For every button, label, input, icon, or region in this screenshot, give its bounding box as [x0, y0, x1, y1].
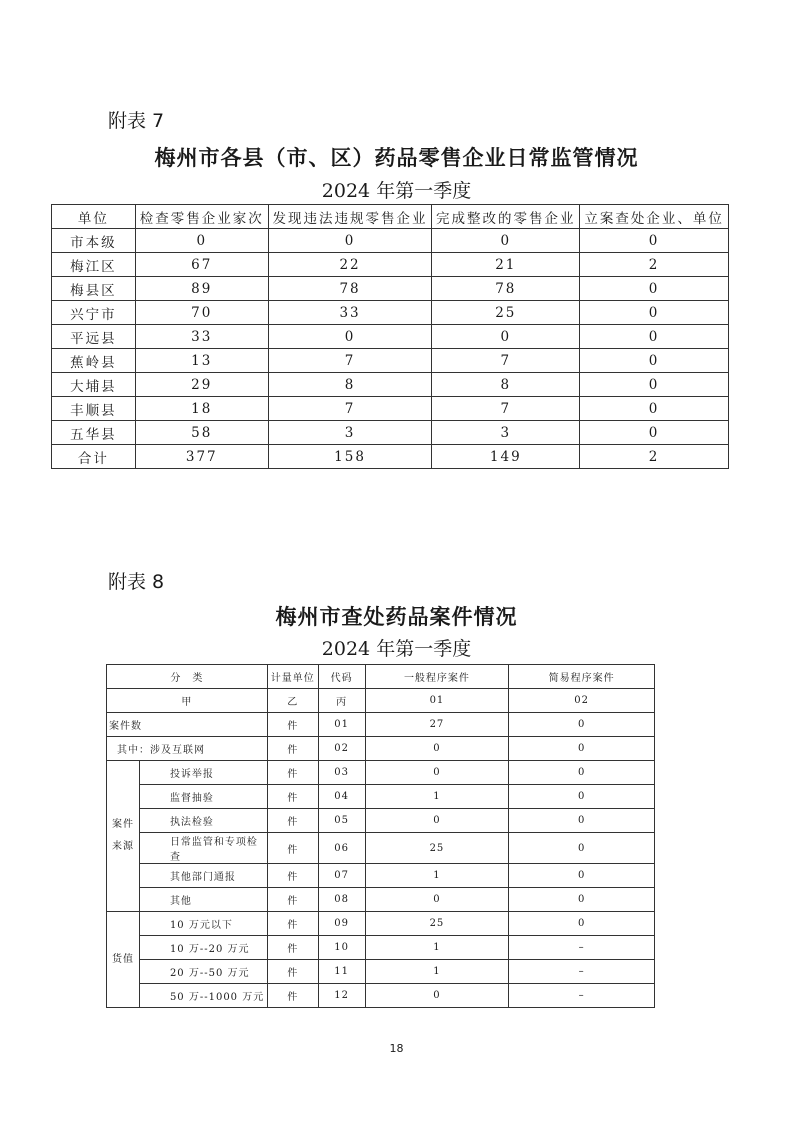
cell: 0	[580, 229, 729, 253]
cell: 0	[365, 737, 509, 761]
cell: 05	[318, 809, 365, 833]
cell: 149	[432, 445, 580, 469]
cell: 梅江区	[52, 253, 136, 277]
cell: 0	[432, 325, 580, 349]
cell: 件	[267, 737, 318, 761]
cell: 0	[365, 809, 509, 833]
table-row	[52, 277, 729, 301]
cell: 158	[268, 445, 432, 469]
cell: 乙	[267, 689, 318, 713]
table-row	[52, 421, 729, 445]
cell: 25	[365, 912, 509, 936]
cell: 件	[267, 936, 318, 960]
table-row	[52, 301, 729, 325]
cell: 7	[268, 349, 432, 373]
cell: 0	[580, 325, 729, 349]
cell: 02	[509, 689, 655, 713]
cell: 0	[509, 809, 655, 833]
table-row	[52, 325, 729, 349]
cell: 丙	[318, 689, 365, 713]
cell: –	[509, 960, 655, 984]
cell: 3	[268, 421, 432, 445]
cell: 1	[365, 864, 509, 888]
cell: 大埔县	[52, 373, 136, 397]
cell: 件	[267, 713, 318, 737]
cell: 五华县	[52, 421, 136, 445]
cell: 08	[318, 888, 365, 912]
cell: 梅县区	[52, 277, 136, 301]
cell: 件	[267, 809, 318, 833]
row-label: 执法检验	[139, 809, 267, 833]
table-total-row	[52, 445, 729, 469]
table-row	[107, 761, 655, 785]
cell: 0	[580, 373, 729, 397]
cell: 0	[268, 229, 432, 253]
cell: 70	[135, 301, 268, 325]
cell: 8	[432, 373, 580, 397]
table-row	[107, 912, 655, 936]
header-cell: 完成整改的零售企业	[432, 205, 580, 229]
table-row	[107, 785, 655, 809]
header-cell: 一般程序案件	[365, 665, 509, 689]
cell: –	[509, 984, 655, 1008]
cell: 29	[135, 373, 268, 397]
page-number: 18	[389, 1042, 404, 1055]
cell: 01	[318, 713, 365, 737]
cell: 7	[432, 397, 580, 421]
cell: 0	[365, 984, 509, 1008]
code-row	[107, 689, 655, 713]
table-row	[107, 809, 655, 833]
cell: 0	[580, 301, 729, 325]
cell: 377	[135, 445, 268, 469]
cell: 0	[365, 888, 509, 912]
cell: 0	[580, 397, 729, 421]
cell: 0	[135, 229, 268, 253]
header-cell: 单位	[52, 205, 136, 229]
row-label: 其中：涉及互联网	[107, 737, 268, 761]
table-row	[52, 373, 729, 397]
header-cell: 计量单位	[267, 665, 318, 689]
row-label: 其他	[139, 888, 267, 912]
cell: 甲	[107, 689, 268, 713]
cell: 27	[365, 713, 509, 737]
cell: 兴宁市	[52, 301, 136, 325]
header-cell: 发现违法违规零售企业	[268, 205, 432, 229]
cell: 18	[135, 397, 268, 421]
row-label: 20 万--50 万元	[139, 960, 267, 984]
row-label: 监督抽验	[139, 785, 267, 809]
cell: 蕉岭县	[52, 349, 136, 373]
table8-label: 附表 8	[108, 571, 165, 593]
source-group-label	[107, 761, 140, 912]
cell: 09	[318, 912, 365, 936]
table7-title: 梅州市各县（市、区）药品零售企业日常监管情况	[154, 146, 639, 170]
cell: 合计	[52, 445, 136, 469]
cell: 0	[509, 713, 655, 737]
row-label: 10 万--20 万元	[139, 936, 267, 960]
cell: 33	[268, 301, 432, 325]
cell: 67	[135, 253, 268, 277]
row-label: 投诉举报	[139, 761, 267, 785]
cell: 89	[135, 277, 268, 301]
cell: 件	[267, 761, 318, 785]
row-label: 其他部门通报	[139, 864, 267, 888]
cell: 03	[318, 761, 365, 785]
cell: 78	[432, 277, 580, 301]
table8-header-row	[107, 665, 655, 689]
cell: 0	[365, 761, 509, 785]
cell: 件	[267, 960, 318, 984]
table-row	[107, 737, 655, 761]
table7-header-row	[52, 205, 729, 229]
group-label-line: 案件	[111, 819, 134, 830]
group-label-line: 来源	[111, 841, 134, 852]
row-label: 10 万元以下	[139, 912, 267, 936]
cell: 1	[365, 936, 509, 960]
row-label: 案件数	[107, 713, 268, 737]
cell: 58	[135, 421, 268, 445]
cell: 33	[135, 325, 268, 349]
header-cell: 代码	[318, 665, 365, 689]
cell: 0	[509, 912, 655, 936]
table-row	[107, 713, 655, 737]
cell: 件	[267, 912, 318, 936]
cell: 2	[580, 445, 729, 469]
cell: 0	[580, 421, 729, 445]
cell: 市本级	[52, 229, 136, 253]
cell: –	[509, 936, 655, 960]
table8	[106, 664, 655, 1008]
cell: 01	[365, 689, 509, 713]
cell: 7	[432, 349, 580, 373]
cell: 25	[365, 833, 509, 864]
cell: 0	[509, 864, 655, 888]
table-row	[52, 253, 729, 277]
cell: 0	[509, 737, 655, 761]
cell: 0	[580, 277, 729, 301]
cell: 11	[318, 960, 365, 984]
cell: 25	[432, 301, 580, 325]
cell: 0	[580, 349, 729, 373]
cell: 78	[268, 277, 432, 301]
value-group-label: 货值	[107, 912, 140, 1008]
table8-title: 梅州市查处药品案件情况	[275, 605, 518, 629]
table-row	[107, 960, 655, 984]
cell: 件	[267, 888, 318, 912]
cell: 7	[268, 397, 432, 421]
row-label: 日常监管和专项检查	[139, 833, 267, 864]
cell: 22	[268, 253, 432, 277]
cell: 1	[365, 785, 509, 809]
table8-subtitle: 2024 年第一季度	[321, 638, 472, 660]
cell: 12	[318, 984, 365, 1008]
cell: 10	[318, 936, 365, 960]
cell: 丰顺县	[52, 397, 136, 421]
table7-subtitle: 2024 年第一季度	[321, 180, 472, 202]
header-cell: 简易程序案件	[509, 665, 655, 689]
cell: 8	[268, 373, 432, 397]
cell: 02	[318, 737, 365, 761]
cell: 1	[365, 960, 509, 984]
cell: 04	[318, 785, 365, 809]
cell: 件	[267, 833, 318, 864]
cell: 件	[267, 984, 318, 1008]
cell: 06	[318, 833, 365, 864]
cell: 0	[509, 785, 655, 809]
table-row	[52, 349, 729, 373]
cell: 13	[135, 349, 268, 373]
table-row	[107, 833, 655, 864]
cell: 0	[509, 888, 655, 912]
table-row	[107, 864, 655, 888]
table7	[51, 204, 729, 469]
table-row	[107, 936, 655, 960]
cell: 0	[509, 761, 655, 785]
cell: 平远县	[52, 325, 136, 349]
row-label: 50 万--1000 万元	[139, 984, 267, 1008]
table-row	[52, 397, 729, 421]
table-row	[107, 984, 655, 1008]
header-cell: 检查零售企业家次	[135, 205, 268, 229]
table7-label: 附表 7	[108, 110, 165, 132]
cell: 21	[432, 253, 580, 277]
cell: 件	[267, 864, 318, 888]
cell: 2	[580, 253, 729, 277]
header-cell: 分 类	[107, 665, 268, 689]
cell: 0	[432, 229, 580, 253]
table-row	[52, 229, 729, 253]
cell: 3	[432, 421, 580, 445]
cell: 0	[509, 833, 655, 864]
table-row	[107, 888, 655, 912]
cell: 0	[268, 325, 432, 349]
cell: 07	[318, 864, 365, 888]
cell: 件	[267, 785, 318, 809]
header-cell: 立案查处企业、单位	[580, 205, 729, 229]
